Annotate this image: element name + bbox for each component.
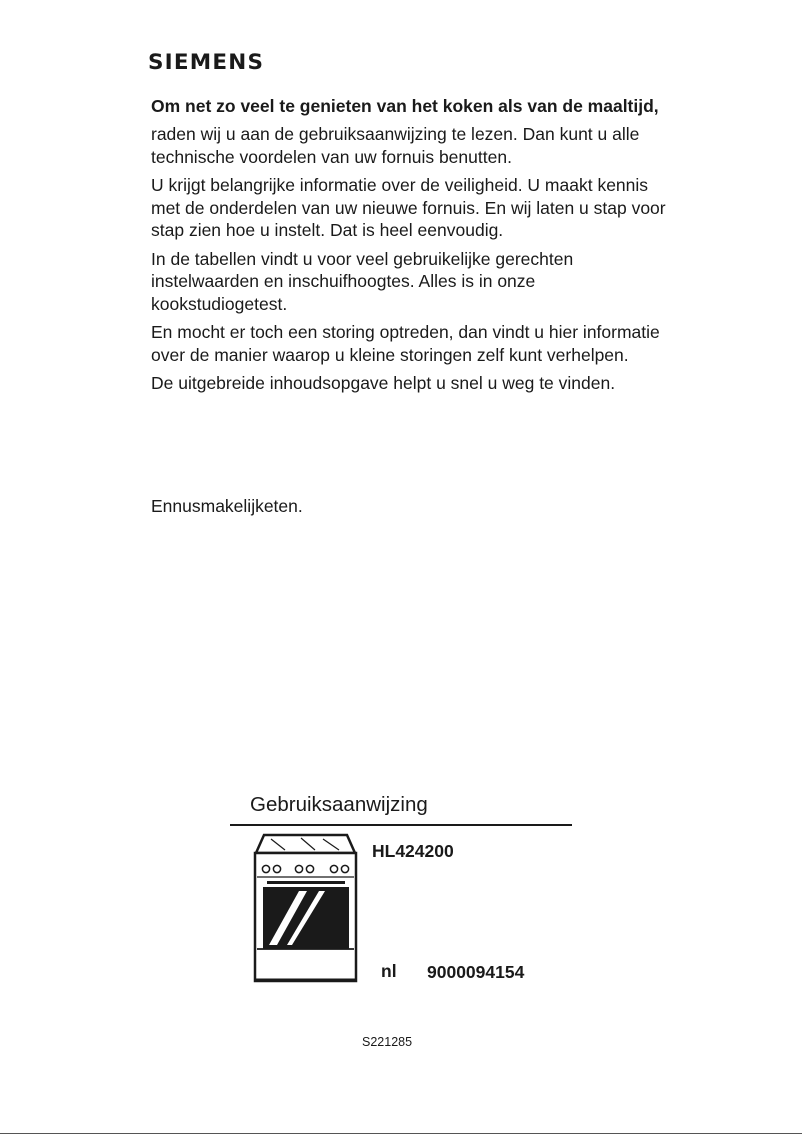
manual-title: Gebruiksaanwijzing: [250, 793, 428, 816]
intro-headline: Om net zo veel te genieten van het koken als van de maaltijd,: [151, 96, 659, 116]
model-number: HL424200: [372, 841, 454, 861]
title-divider: [230, 824, 572, 826]
intro-paragraph-5: De uitgebreide inhoudsopgave helpt u snel u weg te vinden.: [151, 373, 616, 393]
intro-paragraph-1: raden wij u aan de gebruiksaanwijzing te lezen. Dan kunt u alle technische voordelen van uw fornuis benutten.: [151, 124, 640, 167]
language-code: nl: [381, 961, 397, 981]
intro-section: [151, 94, 671, 401]
page-bottom-edge: [0, 1133, 802, 1134]
intro-paragraph-2: U krijgt belangrijke informatie over de veiligheid. U maakt kennis met de onderdelen van uw nieuwe fornuis. En wij laten u stap voor stap zien hoe u instelt. Dat is heel eenvoudig.: [151, 175, 666, 240]
document-number: S221285: [362, 1035, 413, 1049]
intro-paragraph-4: En mocht er toch een storing optreden, dan vindt u hier informatie over de manier waarop u kleine storingen zelf kunt verhelpen.: [151, 322, 660, 365]
intro-paragraph-3: In de tabellen vindt u voor veel gebruikelijke gerechten instelwaarden en inschuifhoogtes. Alles is in onze kookstudiogetest.: [151, 248, 574, 314]
stove-illustration-icon: [253, 833, 358, 983]
part-number: 9000094154: [427, 962, 525, 982]
closing-line: Ennusmakelijketen.: [151, 496, 303, 516]
siemens-logo: SIEMENS: [148, 50, 265, 75]
